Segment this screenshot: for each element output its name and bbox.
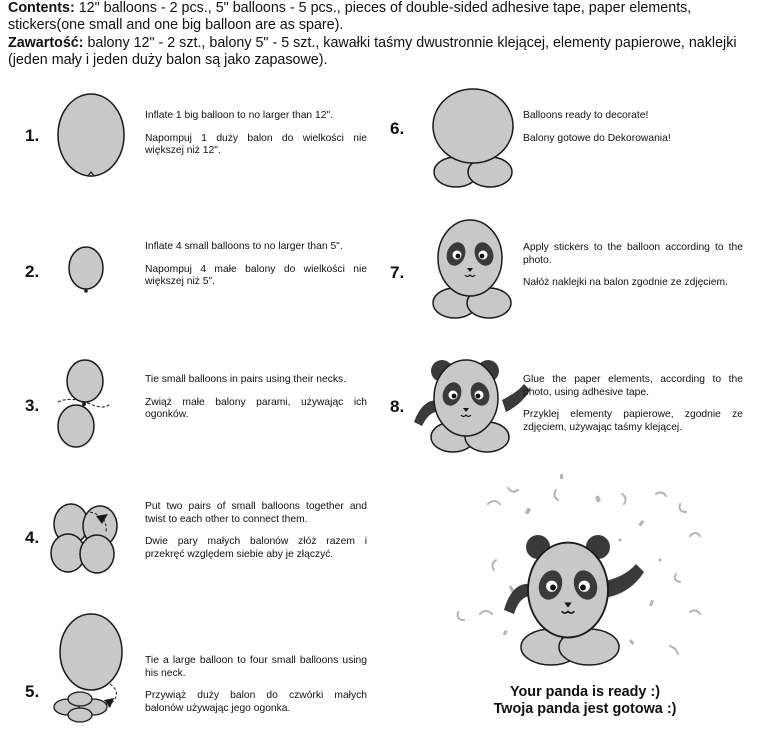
final-caption-en: Your panda is ready :) — [509, 684, 661, 700]
zawartosc-text: balony 12" - 2 szt., balony 5" - 5 szt., kawałki taśmy dwustronnie klejącej, elementy papierowe, naklejki (jeden mały i jeden duży balon są jako zapasowe). — [8, 34, 737, 69]
step-number: 7. — [390, 263, 405, 282]
zawartosc-label: Zawartość: — [8, 34, 84, 51]
step-text-pl: Napompuj 4 małe balony do wielkości nie większej niż 5". — [145, 263, 367, 288]
step-text-pl: Napompuj 1 duży balon do wielkości nie większej niż 12". — [145, 132, 367, 157]
step-text-en: Balloons ready to decorate! — [523, 110, 649, 121]
step-4-text — [145, 501, 367, 561]
step-number: 5. — [25, 682, 40, 701]
panda-celebration-icon — [458, 474, 700, 665]
final-caption — [455, 684, 715, 718]
balloon-tie-icon — [54, 614, 122, 722]
step-text-en: Inflate 4 small balloons to no larger than 5". — [145, 241, 343, 252]
step-1-text — [145, 110, 367, 158]
step-text-pl: Nałóż naklejki na balon zgodnie ze zdjęciem. — [523, 277, 728, 289]
step-3-text — [145, 374, 367, 422]
step-text-en: Put two pairs of small balloons together and twist to each other to connect them. — [145, 501, 367, 525]
step-text-pl: Przywiąż duży balon do czwórki małych balonów używając jego ogonka. — [145, 690, 367, 714]
panda-face-figure-icon — [433, 220, 511, 318]
step-7-text — [523, 242, 743, 290]
step-text-en: Tie a large balloon to four small balloons using his neck. — [145, 655, 367, 679]
step-6-text — [523, 110, 743, 145]
contents-text: 12" balloons - 2 pcs., 5" balloons - 5 pcs., pieces of double-sided adhesive tape, paper elements, stickers(one small and one big balloon are as spare). — [8, 0, 692, 34]
step-text-pl: Dwie pary małych balonów złóż razem i przekręć względem siebie aby je złączyć. — [145, 536, 367, 560]
step-number: 8. — [390, 397, 405, 416]
step-number: 2. — [25, 262, 40, 281]
four-balloon-twist-icon — [51, 504, 117, 573]
step-number: 3. — [25, 396, 40, 415]
big-balloon-icon — [58, 94, 124, 176]
step-2-text — [145, 241, 367, 289]
step-number: 1. — [25, 126, 40, 145]
panda-arms-figure-icon — [414, 360, 530, 452]
step-text-pl: Przyklej elementy papierowe, zgodnie ze zdjęciem, używając taśmy klejącej. — [523, 409, 743, 433]
step-text-en: Apply stickers to the balloon according to the photo. — [523, 242, 743, 266]
step-text-en: Tie small balloons in pairs using their necks. — [145, 374, 347, 385]
final-caption-pl: Twoja panda jest gotowa :) — [493, 701, 677, 717]
step-8-text — [523, 374, 743, 434]
step-text-pl: Balony gotowe do Dekorowania! — [523, 132, 671, 144]
step-text-pl: Zwiąż małe balony parami, używając ich ogonków. — [145, 396, 367, 421]
balloon-pair-icon — [58, 360, 110, 447]
contents-label: Contents: — [8, 0, 75, 16]
step-text-en: Glue the paper elements, according to the photo, using adhesive tape. — [523, 374, 743, 398]
step-number: 6. — [390, 119, 405, 138]
step-number: 4. — [25, 528, 40, 547]
balloon-figure-icon — [433, 89, 513, 187]
step-5-text — [145, 655, 367, 715]
small-balloon-icon — [69, 247, 103, 293]
step-text-en: Inflate 1 big balloon to no larger than 12". — [145, 110, 333, 121]
